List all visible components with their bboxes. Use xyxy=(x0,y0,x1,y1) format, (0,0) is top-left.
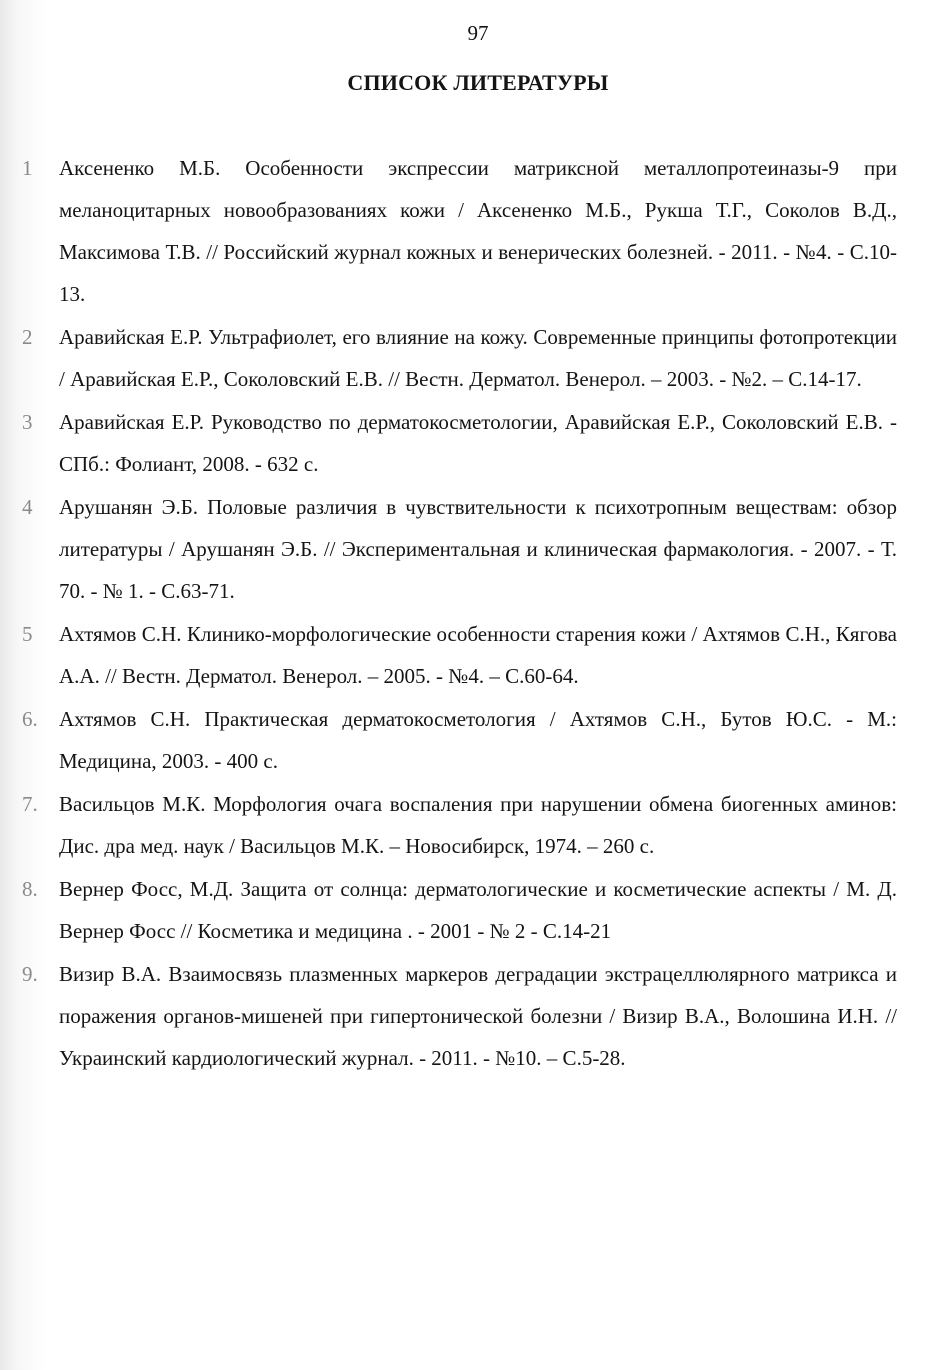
reference-number: 8. xyxy=(22,877,38,901)
page-number: 97 xyxy=(467,21,489,45)
reference-number: 4 xyxy=(22,495,33,519)
reference-number: 9. xyxy=(22,962,38,986)
reference-item-2 xyxy=(0,316,927,400)
reference-item-5 xyxy=(0,613,927,697)
reference-text: Вернер Фосс, М.Д. Защита от солнца: дерматологические и косметические аспекты / М. Д. Вернер Фосс // Косметика и медицина . - 2001 - № 2 - С.14-21 xyxy=(59,877,897,943)
reference-text: Визир В.А. Взаимосвязь плазменных маркеров деградации экстрацеллюлярного матрикса и поражения органов-мишеней при гипертонической болезни / Визир В.А., Волошина И.Н. // Украинский кардиологический журнал. - 2011. - №10. – С.5-28. xyxy=(59,962,897,1070)
page-title: СПИСОК ЛИТЕРАТУРЫ xyxy=(347,70,609,95)
reference-text: Ахтямов С.Н. Практическая дерматокосметология / Ахтямов С.Н., Бутов Ю.С. - М.: Медицина, 2003. - 400 с. xyxy=(59,707,897,773)
reference-item-7 xyxy=(0,783,927,867)
reference-number: 1 xyxy=(22,156,33,180)
reference-number: 3 xyxy=(22,410,33,434)
reference-item-1 xyxy=(0,147,927,315)
reference-number: 6. xyxy=(22,707,38,731)
reference-number: 5 xyxy=(22,622,33,646)
reference-item-8 xyxy=(0,868,927,952)
reference-item-4 xyxy=(0,486,927,612)
reference-number: 2 xyxy=(22,325,33,349)
reference-item-3 xyxy=(0,401,927,485)
reference-number: 7. xyxy=(22,792,38,816)
reference-text: Ахтямов С.Н. Клинико-морфологические особенности старения кожи / Ахтямов С.Н., Кягова А.А. // Вестн. Дерматол. Венерол. – 2005. - №4. – С.60-64. xyxy=(59,622,897,688)
reference-text: Аравийская Е.Р. Руководство по дерматокосметологии, Аравийская Е.Р., Соколовский Е.В. - СПб.: Фолиант, 2008. - 632 с. xyxy=(59,410,897,476)
reference-item-6 xyxy=(0,698,927,782)
reference-item-9 xyxy=(0,953,927,1079)
reference-text: Аксененко М.Б. Особенности экспрессии матриксной металлопротеиназы-9 при меланоцитарных новообразованиях кожи / Аксененко М.Б., Рукша Т.Г., Соколов В.Д., Максимова Т.В. // Российский журнал кожных и венерических болезней. - 2011. - №4. - С.10-13. xyxy=(59,156,897,306)
reference-text: Аравийская Е.Р. Ультрафиолет, его влияние на кожу. Современные принципы фотопротекции / Аравийская Е.Р., Соколовский Е.В. // Вестн. Дерматол. Венерол. – 2003. - №2. – С.14-17. xyxy=(59,325,897,391)
reference-text: Васильцов М.К. Морфология очага воспаления при нарушении обмена биогенных аминов: Дис. дра мед. наук / Васильцов М.К. – Новосибирск, 1974. – 260 с. xyxy=(59,792,897,858)
reference-text: Арушанян Э.Б. Половые различия в чувствительности к психотропным веществам: обзор литературы / Арушанян Э.Б. // Экспериментальная и клиническая фармакология. - 2007. - Т. 70. - № 1. - С.63-71. xyxy=(59,495,897,603)
reference-list xyxy=(0,147,927,1080)
